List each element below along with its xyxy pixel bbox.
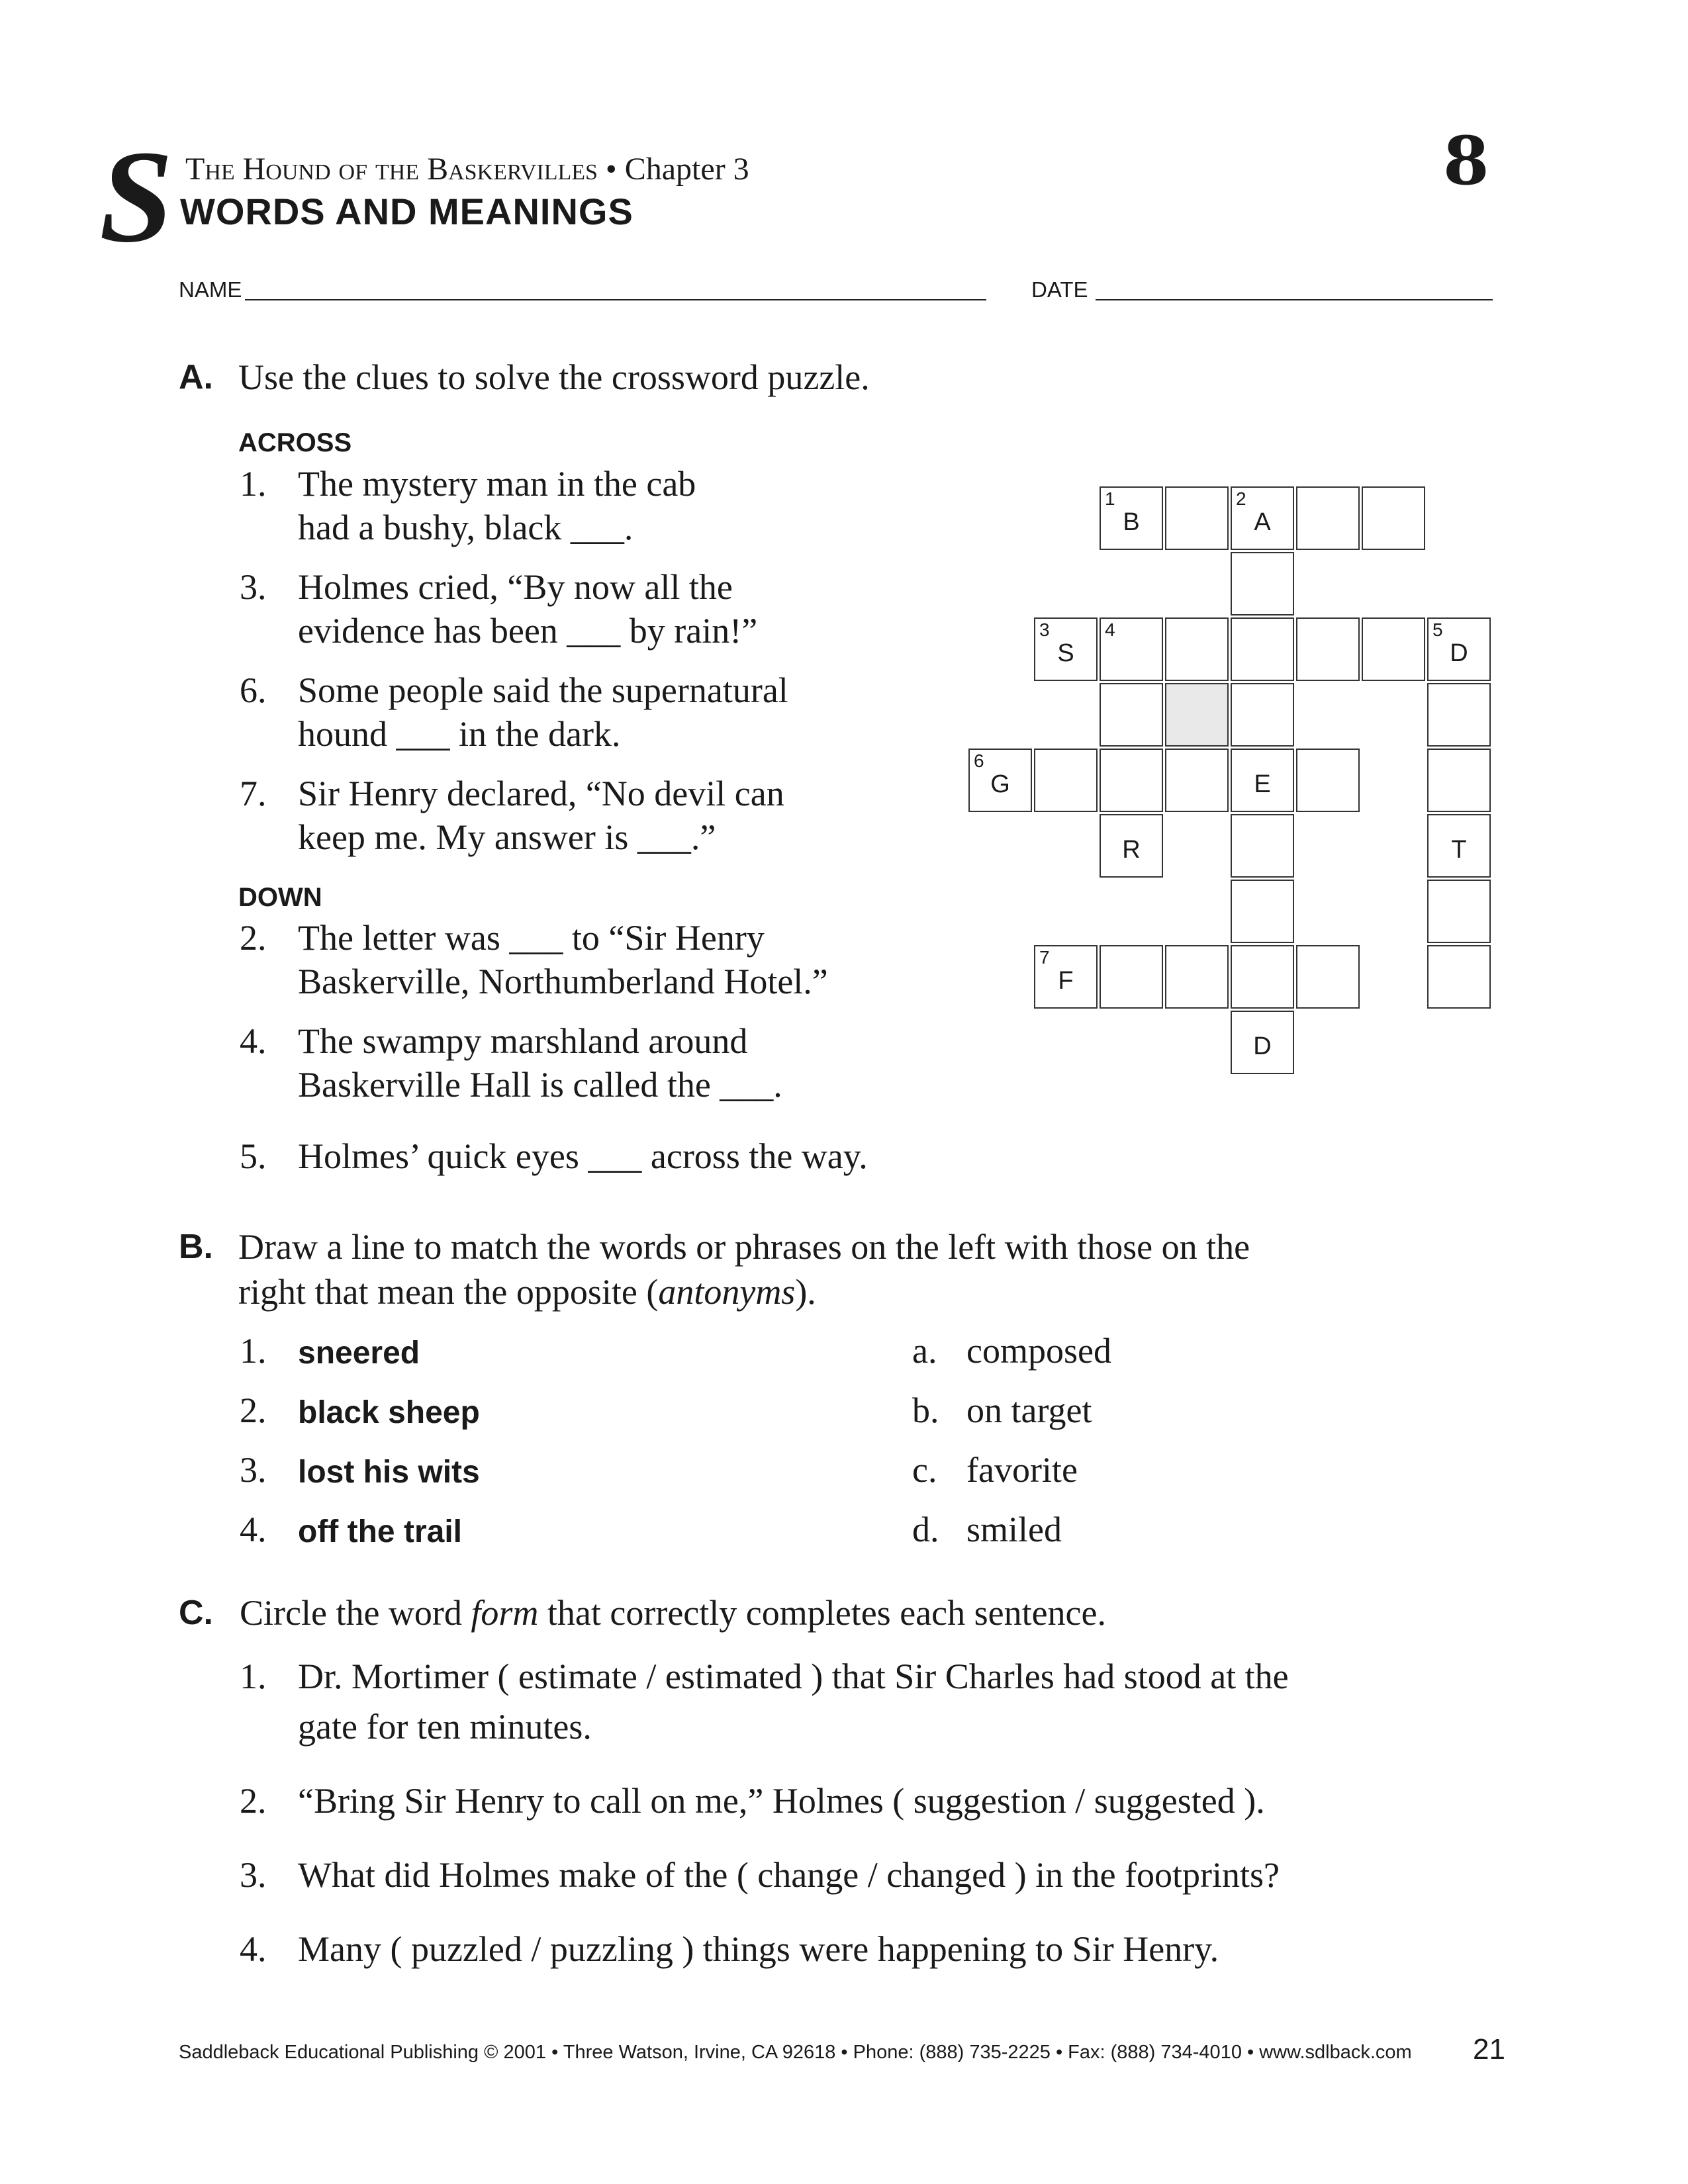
given-letter: E: [1254, 770, 1271, 798]
name-label: NAME: [179, 277, 242, 302]
clue-line: The mystery man in the cab: [298, 464, 696, 504]
item-letter: c.: [912, 1450, 937, 1490]
crossword-cell[interactable]: [1427, 683, 1491, 747]
given-letter: T: [1451, 836, 1467, 864]
date-label: DATE: [1031, 277, 1088, 302]
clue-number: 2: [1236, 488, 1246, 509]
crossword-cell[interactable]: [1100, 945, 1163, 1009]
crossword-cell-prefilled[interactable]: [1231, 1011, 1294, 1074]
clue-line: Sir Henry declared, “No devil can: [298, 774, 784, 813]
circle-item-4: [240, 1927, 1497, 1974]
clue-line: Baskerville Hall is called the ___.: [298, 1065, 782, 1105]
book-title: The Hound of the Baskervilles: [185, 152, 598, 187]
crossword-cell[interactable]: [1165, 749, 1229, 812]
item-number: 1.: [240, 1331, 267, 1371]
date-field[interactable]: [1096, 299, 1493, 300]
publisher-logo: S: [99, 124, 173, 270]
item-text: smiled: [966, 1510, 1062, 1549]
given-letter: B: [1123, 508, 1140, 536]
section-c-instruction: [240, 1590, 1497, 1635]
clue-line: Some people said the supernatural: [298, 670, 788, 710]
crossword-cell[interactable]: [1231, 814, 1294, 878]
given-letter: A: [1254, 508, 1271, 536]
circle-item-3: [240, 1853, 1497, 1899]
across-clue-6: [240, 668, 968, 756]
given-letter: R: [1122, 836, 1141, 864]
across-clue-1: [240, 462, 968, 549]
chapter-label: Chapter 3: [624, 152, 749, 187]
item-number: 3.: [240, 1855, 267, 1895]
match-right-item[interactable]: [912, 1388, 1442, 1432]
crossword-cell[interactable]: [1296, 945, 1360, 1009]
item-text: lost his wits: [298, 1455, 480, 1490]
item-number: 4.: [240, 1510, 267, 1549]
given-letter: D: [1253, 1032, 1272, 1060]
name-field[interactable]: [245, 299, 986, 300]
crossword-cell[interactable]: [1100, 683, 1163, 747]
clue-number: 3: [1039, 619, 1050, 640]
clue-number: 7.: [240, 774, 267, 813]
item-text: off the trail: [298, 1514, 462, 1549]
clue-number: 6: [974, 751, 984, 771]
section-a-letter: A.: [179, 358, 213, 396]
footer-publisher: Saddleback Educational Publishing © 2001 • Three Watson, Irvine, CA 92618 • Phone: (888) 735-2225 • Fax: (888) 734-4010 • www.sdlback.com: [179, 2042, 1412, 2063]
match-left-item[interactable]: [240, 1329, 835, 1373]
crossword-cell[interactable]: [1165, 617, 1229, 681]
crossword-cell[interactable]: [1231, 945, 1294, 1009]
item-number: 1.: [240, 1657, 267, 1696]
crossword-cell-prefilled[interactable]: [1034, 945, 1098, 1009]
clue-number: 6.: [240, 670, 267, 710]
circle-item-1: [240, 1655, 1497, 1754]
crossword-cell-prefilled[interactable]: [1100, 617, 1163, 681]
match-right-column: [912, 1329, 1442, 1567]
item-text: black sheep: [298, 1395, 480, 1430]
page-title: WORDS AND MEANINGS: [180, 191, 633, 232]
clue-number: 1: [1105, 488, 1115, 509]
crossword-cell-prefilled[interactable]: [1231, 749, 1294, 812]
crossword-cell[interactable]: [1165, 945, 1229, 1009]
crossword-cell[interactable]: [1362, 617, 1425, 681]
instruction-text: ).: [795, 1272, 816, 1312]
crossword-cell[interactable]: [1165, 683, 1229, 747]
clue-number: 1.: [240, 464, 267, 504]
down-heading: DOWN: [238, 883, 322, 912]
item-text[interactable]: Dr. Mortimer ( estimate / estimated ) that Sir Charles had stood at the: [298, 1657, 1289, 1696]
clue-number: 5.: [240, 1136, 267, 1176]
item-number: 4.: [240, 1929, 267, 1969]
circle-item-2: [240, 1779, 1497, 1825]
crossword-cell[interactable]: [1231, 683, 1294, 747]
instruction-text: right that mean the opposite (: [238, 1272, 659, 1312]
crossword-cell[interactable]: [1362, 486, 1425, 550]
match-left-column: [240, 1329, 835, 1567]
crossword-cell[interactable]: [1231, 880, 1294, 943]
item-text: sneered: [298, 1336, 420, 1371]
separator: •: [605, 152, 617, 187]
clue-line: evidence has been ___ by rain!”: [298, 611, 758, 651]
crossword-cell[interactable]: [1427, 945, 1491, 1009]
instruction-text: Circle the word: [240, 1593, 471, 1633]
crossword-cell[interactable]: [1296, 749, 1360, 812]
item-letter: d.: [912, 1510, 939, 1549]
item-number: 3.: [240, 1450, 267, 1490]
match-right-item[interactable]: [912, 1329, 1442, 1373]
down-clue-4: [240, 1019, 968, 1107]
clue-number: 3.: [240, 567, 267, 607]
item-text[interactable]: “Bring Sir Henry to call on me,” Holmes ( suggestion / suggested ).: [298, 1781, 1265, 1821]
crossword-cell[interactable]: [1296, 617, 1360, 681]
given-letter: F: [1058, 967, 1074, 995]
crossword-cell[interactable]: [1034, 749, 1098, 812]
crossword-cell-prefilled[interactable]: [968, 749, 1032, 812]
crossword-cell[interactable]: [1427, 749, 1491, 812]
item-number: 2.: [240, 1390, 267, 1430]
given-letter: S: [1057, 639, 1074, 667]
given-letter: D: [1450, 639, 1468, 667]
crossword-cell[interactable]: [1231, 552, 1294, 615]
across-heading: ACROSS: [238, 428, 352, 457]
item-text[interactable]: Many ( puzzled / puzzling ) things were happening to Sir Henry.: [298, 1929, 1219, 1969]
item-text: favorite: [966, 1450, 1078, 1490]
clue-line: Holmes cried, “By now all the: [298, 567, 733, 607]
crossword-cell-prefilled[interactable]: [1231, 486, 1294, 550]
crossword-cell-prefilled[interactable]: [1034, 617, 1098, 681]
match-right-item[interactable]: [912, 1508, 1442, 1551]
clue-line: Baskerville, Northumberland Hotel.”: [298, 962, 828, 1001]
crossword-cell-prefilled[interactable]: [1427, 814, 1491, 878]
clue-number: 5: [1432, 619, 1443, 640]
across-clue-3: [240, 565, 968, 653]
crossword-cell-prefilled[interactable]: [1100, 486, 1163, 550]
item-text[interactable]: What did Holmes make of the ( change / changed ) in the footprints?: [298, 1855, 1280, 1895]
crossword-cell[interactable]: [1427, 880, 1491, 943]
item-letter: b.: [912, 1390, 939, 1430]
clue-line: Holmes’ quick eyes ___ across the way.: [298, 1136, 868, 1176]
section-a-instruction: Use the clues to solve the crossword puzzle.: [238, 357, 870, 397]
clue-line: had a bushy, black ___.: [298, 508, 633, 547]
crossword-cell-prefilled[interactable]: [1100, 814, 1163, 878]
match-left-item[interactable]: [240, 1388, 835, 1432]
clue-line: The letter was ___ to “Sir Henry: [298, 918, 765, 958]
given-letter: G: [990, 770, 1010, 798]
clue-number: 4: [1105, 619, 1115, 640]
clue-line: hound ___ in the dark.: [298, 714, 621, 754]
crossword-cell[interactable]: [1165, 486, 1229, 550]
clue-number: 2.: [240, 918, 267, 958]
book-chapter-heading: [185, 151, 749, 188]
instruction-emphasis: antonyms: [658, 1272, 796, 1312]
down-clue-2: [240, 916, 968, 1003]
match-left-item[interactable]: [240, 1508, 835, 1551]
clue-number: 4.: [240, 1021, 267, 1061]
page-number: 21: [1473, 2033, 1505, 2066]
item-text: on target: [966, 1390, 1092, 1430]
item-text: gate for ten minutes.: [298, 1707, 592, 1747]
match-right-item[interactable]: [912, 1448, 1442, 1492]
down-clue-5: [240, 1134, 1034, 1178]
crossword-cell[interactable]: [1296, 486, 1360, 550]
crossword-cell[interactable]: [1100, 749, 1163, 812]
item-letter: a.: [912, 1331, 937, 1371]
clue-line: The swampy marshland around: [298, 1021, 748, 1061]
match-left-item[interactable]: [240, 1448, 835, 1492]
item-text: composed: [966, 1331, 1111, 1371]
instruction-text: that correctly completes each sentence.: [538, 1593, 1106, 1633]
instruction-emphasis: form: [471, 1593, 539, 1633]
section-b-instruction-line2: [238, 1269, 1496, 1314]
section-b-instruction-line1: Draw a line to match the words or phrases on the left with those on the: [238, 1227, 1250, 1267]
across-clue-7: [240, 772, 968, 859]
crossword-cell[interactable]: [1231, 617, 1294, 681]
crossword-cell-prefilled[interactable]: [1427, 617, 1491, 681]
clue-number: 7: [1039, 947, 1050, 968]
sheet-number: 8: [1443, 122, 1489, 200]
section-b-letter: B.: [179, 1228, 213, 1266]
clue-line: keep me. My answer is ___.”: [298, 817, 716, 857]
section-c-letter: C.: [179, 1594, 213, 1632]
item-number: 2.: [240, 1781, 267, 1821]
